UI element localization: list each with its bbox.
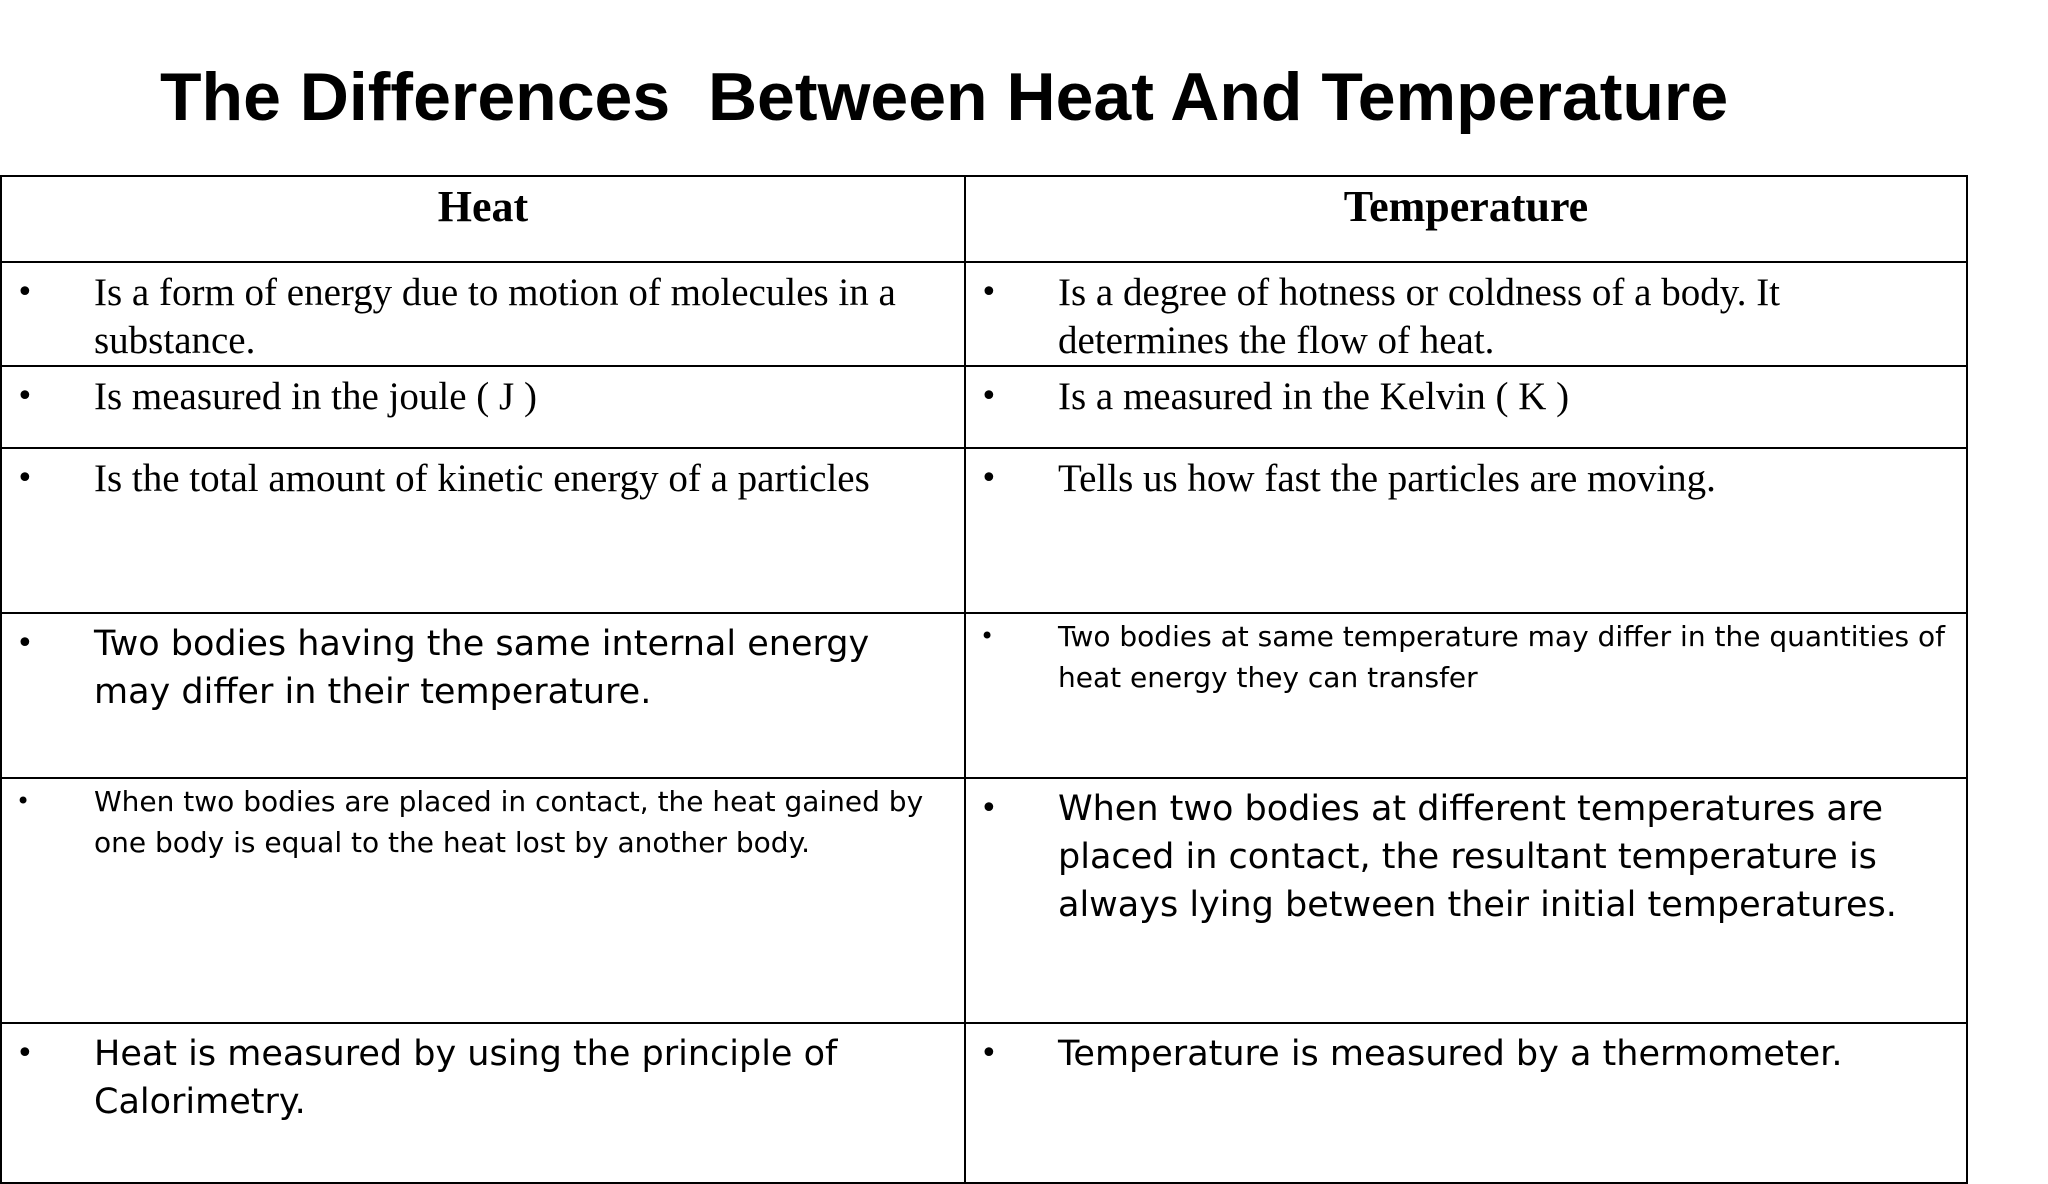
page-title: The Differences Between Heat And Temperature bbox=[160, 59, 1729, 135]
bullet-icon: • bbox=[16, 461, 34, 496]
header-temperature: Temperature bbox=[965, 176, 1967, 262]
bullet-icon: • bbox=[980, 379, 998, 414]
temperature-cell bbox=[965, 448, 1967, 613]
heat-cell bbox=[1, 1023, 965, 1183]
table-header-row bbox=[1, 176, 1967, 262]
heat-text: Heat is measured by using the principle of Calorimetry. bbox=[94, 1034, 838, 1122]
temperature-text: Temperature is measured by a thermometer. bbox=[1058, 1034, 1843, 1074]
comparison-table bbox=[0, 175, 1968, 1184]
table-row bbox=[1, 1023, 1967, 1183]
bullet-icon: • bbox=[16, 626, 34, 661]
table-row bbox=[1, 366, 1967, 448]
temperature-cell bbox=[965, 613, 1967, 778]
bullet-icon: • bbox=[16, 1036, 34, 1071]
temperature-cell bbox=[965, 778, 1967, 1023]
temperature-text: Two bodies at same temperature may differ in the quantities of heat energy they can transfer bbox=[1058, 620, 1945, 694]
heat-text: Is the total amount of kinetic energy of a particles bbox=[94, 457, 870, 500]
heat-text: Is a form of energy due to motion of molecules in a substance. bbox=[94, 271, 896, 362]
header-heat: Heat bbox=[1, 176, 965, 262]
bullet-icon: • bbox=[980, 1036, 998, 1071]
bullet-icon: • bbox=[980, 461, 998, 496]
heat-text: Is measured in the joule ( J ) bbox=[94, 375, 537, 418]
temperature-text: Is a degree of hotness or coldness of a body. It determines the flow of heat. bbox=[1058, 271, 1781, 362]
heat-cell bbox=[1, 262, 965, 366]
bullet-icon: • bbox=[980, 791, 998, 826]
heat-cell bbox=[1, 366, 965, 448]
heat-cell bbox=[1, 778, 965, 1023]
bullet-icon: • bbox=[980, 622, 995, 650]
heat-cell bbox=[1, 448, 965, 613]
table-row bbox=[1, 262, 1967, 366]
bullet-icon: • bbox=[980, 275, 998, 310]
heat-text: Two bodies having the same internal energy may differ in their temperature. bbox=[94, 624, 870, 712]
heat-cell bbox=[1, 613, 965, 778]
temperature-text: Tells us how fast the particles are moving. bbox=[1058, 457, 1716, 500]
temperature-cell bbox=[965, 262, 1967, 366]
temperature-cell bbox=[965, 366, 1967, 448]
temperature-cell bbox=[965, 1023, 1967, 1183]
heat-text: When two bodies are placed in contact, the heat gained by one body is equal to the heat lost by another body. bbox=[94, 785, 924, 859]
bullet-icon: • bbox=[16, 787, 31, 815]
bullet-icon: • bbox=[16, 379, 34, 414]
temperature-text: Is a measured in the Kelvin ( K ) bbox=[1058, 375, 1570, 418]
temperature-text: When two bodies at different temperatures are placed in contact, the resultant temperature is always lying between their initial temperatures. bbox=[1058, 789, 1897, 925]
table-row bbox=[1, 448, 1967, 613]
table-row bbox=[1, 613, 1967, 778]
bullet-icon: • bbox=[16, 275, 34, 310]
table-row bbox=[1, 778, 1967, 1023]
